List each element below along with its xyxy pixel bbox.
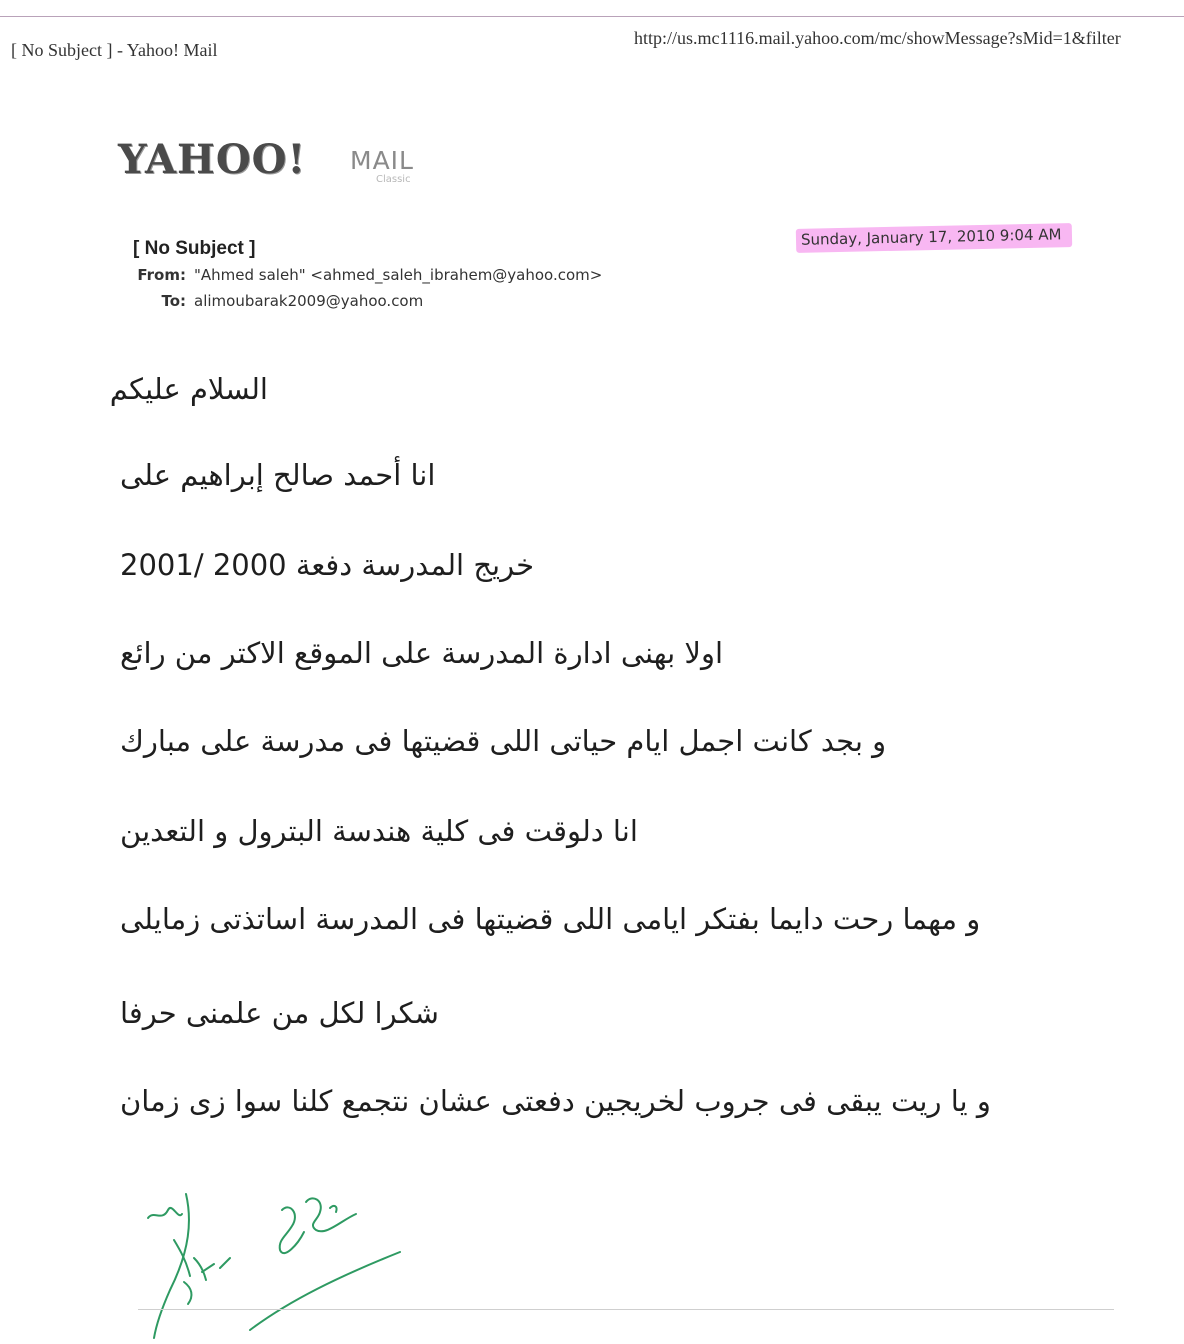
body-line-group-wish: و يا ريت يبقى فى جروب لخريجين دفعتى عشان نتجمع كلنا سوا زى زمان	[120, 1084, 991, 1118]
from-row	[134, 266, 602, 284]
handwritten-signature	[130, 1180, 420, 1340]
body-line-thank-teachers: شكرا لكل من علمنى حرفا	[120, 996, 439, 1030]
message-date: Sunday, January 17, 2010 9:04 AM	[796, 223, 1072, 253]
body-line-best-days: و بجد كانت اجمل ايام حياتى اللى قضيتها فى مدرسة على مبارك	[120, 724, 887, 758]
print-header-url: http://us.mc1116.mail.yahoo.com/mc/showMessage?sMid=1&filter	[634, 28, 1121, 48]
from-label: From:	[137, 266, 186, 284]
bottom-rule	[138, 1309, 1114, 1310]
body-line-name: انا أحمد صالح إبراهيم على	[120, 458, 436, 492]
print-header-title: [ No Subject ] - Yahoo! Mail	[11, 40, 218, 60]
body-line-memories: و مهما رحت دايما بفتكر ايامى اللى قضيتها فى المدرسة اساتذتى زمايلى	[120, 902, 981, 936]
logo-mail-text: MAIL	[350, 146, 414, 175]
logo-yahoo-text: YAHOO!	[118, 136, 307, 183]
to-value: alimoubarak2009@yahoo.com	[194, 292, 424, 310]
yahoo-mail-logo	[118, 136, 448, 192]
to-label: To:	[161, 292, 186, 310]
body-line-greeting: السلام عليكم	[109, 372, 268, 406]
message-subject: [ No Subject ]	[133, 238, 256, 259]
top-rule	[0, 16, 1184, 17]
body-line-college: انا دلوقت فى كلية هندسة البترول و التعدين	[120, 814, 638, 848]
body-line-thanks-admin: اولا بهنى ادارة المدرسة على الموقع الاكتر من رائع	[120, 636, 724, 670]
body-line-class-year: خريج المدرسة دفعة 2000 /2001	[120, 548, 535, 582]
logo-classic-text: Classic	[376, 174, 411, 185]
to-row	[134, 292, 423, 310]
from-value: "Ahmed saleh" <ahmed_saleh_ibrahem@yahoo.com>	[194, 266, 603, 284]
